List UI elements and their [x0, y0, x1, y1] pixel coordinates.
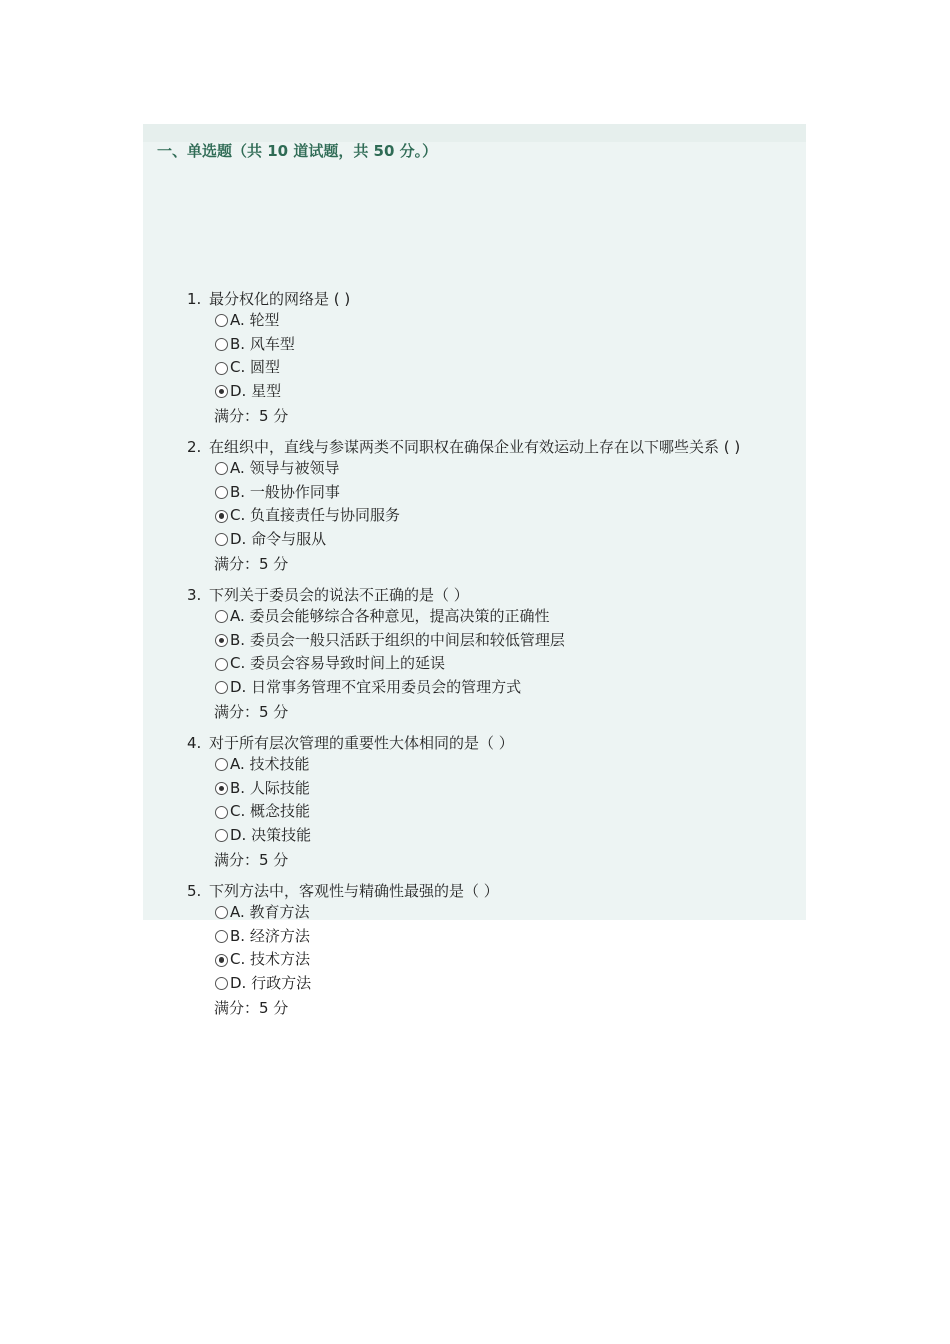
radio-icon[interactable]: [215, 930, 228, 943]
option-c[interactable]: [215, 356, 797, 380]
quiz-panel: [143, 124, 806, 1017]
option-d[interactable]: [215, 972, 797, 996]
radio-icon[interactable]: [215, 462, 228, 475]
radio-icon[interactable]: [215, 338, 228, 351]
radio-icon[interactable]: [215, 658, 228, 671]
option-d[interactable]: [215, 824, 797, 848]
radio-icon[interactable]: [215, 486, 228, 499]
option-b[interactable]: [215, 777, 797, 801]
score-label: 满分：5 分: [214, 554, 289, 573]
radio-selected-icon[interactable]: [215, 634, 228, 647]
option-label: C. 概念技能: [230, 802, 311, 821]
radio-icon[interactable]: [215, 758, 228, 771]
option-a[interactable]: [215, 901, 797, 925]
question-text: [187, 437, 797, 457]
option-label: D. 星型: [230, 382, 282, 401]
option-label: C. 委员会容易导致时间上的延误: [230, 654, 446, 673]
question-text: [187, 733, 797, 753]
option-label: A. 教育方法: [230, 903, 310, 921]
option-label: A. 轮型: [230, 311, 280, 329]
question-text: [187, 585, 797, 605]
score-label: 满分：5 分: [214, 406, 289, 425]
option-c[interactable]: [215, 504, 797, 528]
option-a[interactable]: [215, 457, 797, 481]
question-stem: 对于所有层次管理的重要性大体相同的是（ ）: [209, 734, 514, 752]
option-a[interactable]: [215, 605, 797, 629]
radio-icon[interactable]: [215, 362, 228, 375]
radio-icon[interactable]: [215, 829, 228, 842]
radio-icon[interactable]: [215, 314, 228, 327]
option-b[interactable]: [215, 629, 797, 653]
option-d[interactable]: [215, 676, 797, 700]
radio-selected-icon[interactable]: [215, 954, 228, 967]
radio-selected-icon[interactable]: [215, 782, 228, 795]
radio-icon[interactable]: [215, 533, 228, 546]
question-number: 1.: [187, 290, 202, 308]
question-2: [187, 437, 797, 576]
option-b[interactable]: [215, 333, 797, 357]
option-label: B. 人际技能: [230, 778, 310, 797]
radio-icon[interactable]: [215, 610, 228, 623]
question-4: [187, 733, 797, 872]
option-label: A. 委员会能够综合各种意见，提高决策的正确性: [230, 607, 550, 625]
option-a[interactable]: [215, 309, 797, 333]
option-label: B. 一般协作同事: [230, 482, 340, 501]
option-label: C. 技术方法: [230, 950, 311, 969]
option-label: C. 负直接责任与协同服务: [230, 506, 401, 525]
option-b[interactable]: [215, 925, 797, 949]
question-number: 2.: [187, 438, 202, 456]
radio-selected-icon[interactable]: [215, 385, 228, 398]
question-stem: 最分权化的网络是 ( ): [209, 290, 351, 308]
option-label: C. 圆型: [230, 358, 281, 377]
option-c[interactable]: [215, 800, 797, 824]
score-label: 满分：5 分: [214, 850, 289, 869]
option-d[interactable]: [215, 380, 797, 404]
radio-icon[interactable]: [215, 806, 228, 819]
score-label: 满分：5 分: [214, 702, 289, 721]
question-stem: 下列关于委员会的说法不正确的是（ ）: [209, 586, 469, 604]
question-number: 4.: [187, 734, 202, 752]
section-title: 一、单选题（共 10 道试题，共 50 分。）: [157, 142, 438, 160]
question-number: 5.: [187, 882, 202, 900]
option-label: D. 日常事务管理不宜采用委员会的管理方式: [230, 678, 522, 697]
option-label: D. 命令与服从: [230, 530, 327, 549]
option-label: A. 领导与被领导: [230, 459, 340, 477]
radio-icon[interactable]: [215, 977, 228, 990]
radio-icon[interactable]: [215, 906, 228, 919]
question-1: [187, 289, 797, 428]
option-label: A. 技术技能: [230, 755, 310, 773]
option-b[interactable]: [215, 481, 797, 505]
option-label: B. 风车型: [230, 334, 295, 353]
radio-selected-icon[interactable]: [215, 510, 228, 523]
option-c[interactable]: [215, 948, 797, 972]
question-number: 3.: [187, 586, 202, 604]
question-5: [187, 881, 797, 1020]
question-stem: 下列方法中，客观性与精确性最强的是（ ）: [209, 882, 499, 900]
radio-icon[interactable]: [215, 681, 228, 694]
option-label: B. 经济方法: [230, 926, 310, 945]
question-3: [187, 585, 797, 724]
option-d[interactable]: [215, 528, 797, 552]
question-text: [187, 289, 797, 309]
question-text: [187, 881, 797, 901]
option-a[interactable]: [215, 753, 797, 777]
option-label: D. 行政方法: [230, 974, 312, 993]
option-label: B. 委员会一般只活跃于组织的中间层和较低管理层: [230, 630, 565, 649]
option-label: D. 决策技能: [230, 826, 312, 845]
score-label: 满分：5 分: [214, 998, 289, 1017]
question-stem: 在组织中，直线与参谋两类不同职权在确保企业有效运动上存在以下哪些关系 ( ): [209, 438, 741, 456]
option-c[interactable]: [215, 652, 797, 676]
